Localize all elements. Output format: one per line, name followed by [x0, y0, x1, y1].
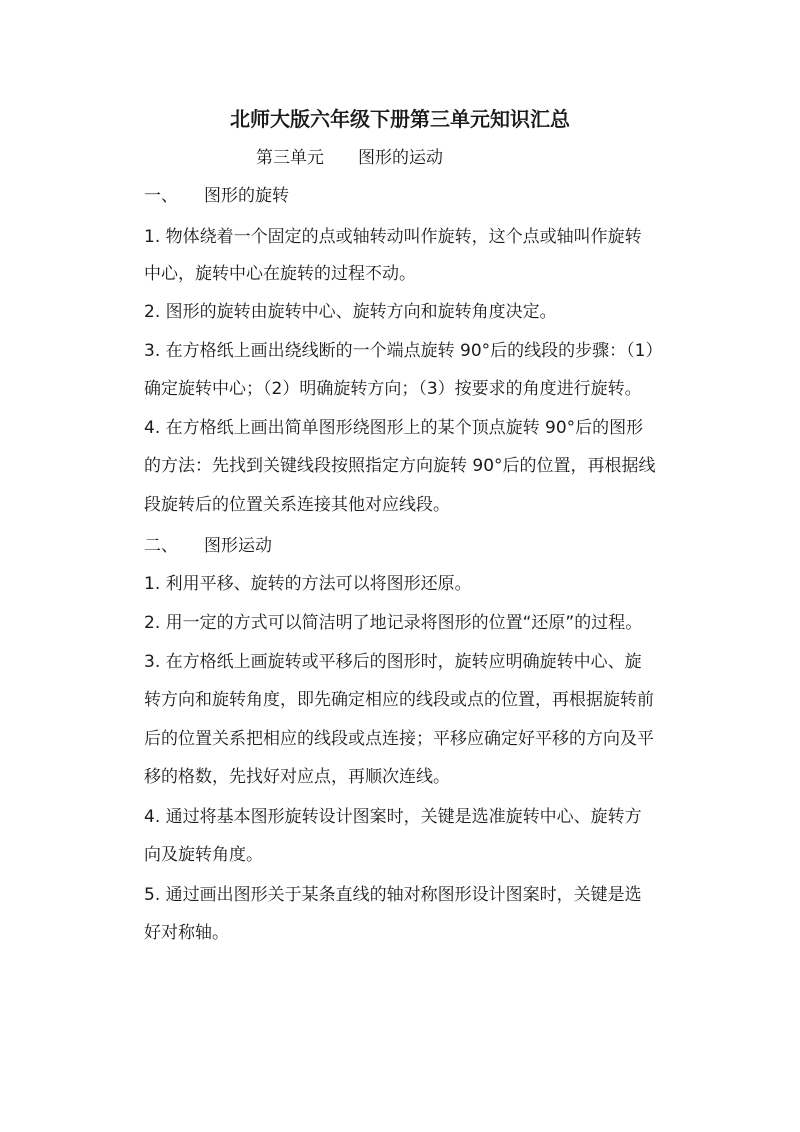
- paragraph-line: 移的格数，先找好对应点，再顺次连线。: [144, 767, 450, 787]
- section-title: 图形的旋转: [204, 186, 289, 206]
- section-number: 一、: [144, 186, 178, 206]
- section-title: 图形运动: [204, 536, 272, 556]
- paragraph-line: 3. 在方格纸上画出绕线断的一个端点旋转 90°后的线段的步骤：（1）: [144, 341, 663, 361]
- paragraph-line: 中心，旋转中心在旋转的过程不动。: [144, 264, 416, 284]
- paragraph-line: 确定旋转中心；（2）明确旋转方向；（3）按要求的角度进行旋转。: [144, 379, 642, 399]
- paragraph-line: 4. 通过将基本图形旋转设计图案时，关键是选准旋转中心、旋转方: [144, 807, 642, 827]
- paragraph-line: 4. 在方格纸上画出简单图形绕图形上的某个顶点旋转 90°后的图形: [144, 418, 644, 438]
- paragraph-line: 1. 利用平移、旋转的方法可以将图形还原。: [144, 574, 472, 594]
- paragraph-line: 1. 物体绕着一个固定的点或轴转动叫作旋转，这个点或轴叫作旋转: [144, 227, 642, 247]
- document-title: 北师大版六年级下册第三单元知识汇总: [230, 107, 570, 131]
- paragraph-line: 段旋转后的位置关系连接其他对应线段。: [144, 495, 450, 515]
- paragraph-line: 转方向和旋转角度，即先确定相应的线段或点的位置，再根据旋转前: [144, 690, 654, 710]
- unit-label: 第三单元: [256, 148, 324, 168]
- section-number: 二、: [144, 536, 178, 556]
- paragraph-line: 5. 通过画出图形关于某条直线的轴对称图形设计图案时，关键是选: [144, 885, 642, 905]
- paragraph-line: 2. 图形的旋转由旋转中心、旋转方向和旋转角度决定。: [144, 302, 557, 322]
- paragraph-line: 的方法：先找到关键线段按照指定方向旋转 90°后的位置，再根据线: [144, 456, 656, 476]
- section-heading: [144, 183, 684, 209]
- paragraph-line: 2. 用一定的方式可以简洁明了地记录将图形的位置“还原”的过程。: [144, 613, 643, 633]
- unit-subtitle: [256, 145, 443, 171]
- paragraph-line: 向及旋转角度。: [144, 845, 263, 865]
- unit-topic: 图形的运动: [358, 148, 443, 168]
- paragraph-line: 好对称轴。: [144, 923, 229, 943]
- paragraph-line: 3. 在方格纸上画旋转或平移后的图形时，旋转应明确旋转中心、旋: [144, 652, 642, 672]
- section-heading: [144, 533, 684, 559]
- paragraph-line: 后的位置关系把相应的线段或点连接；平移应确定好平移的方向及平: [144, 729, 654, 749]
